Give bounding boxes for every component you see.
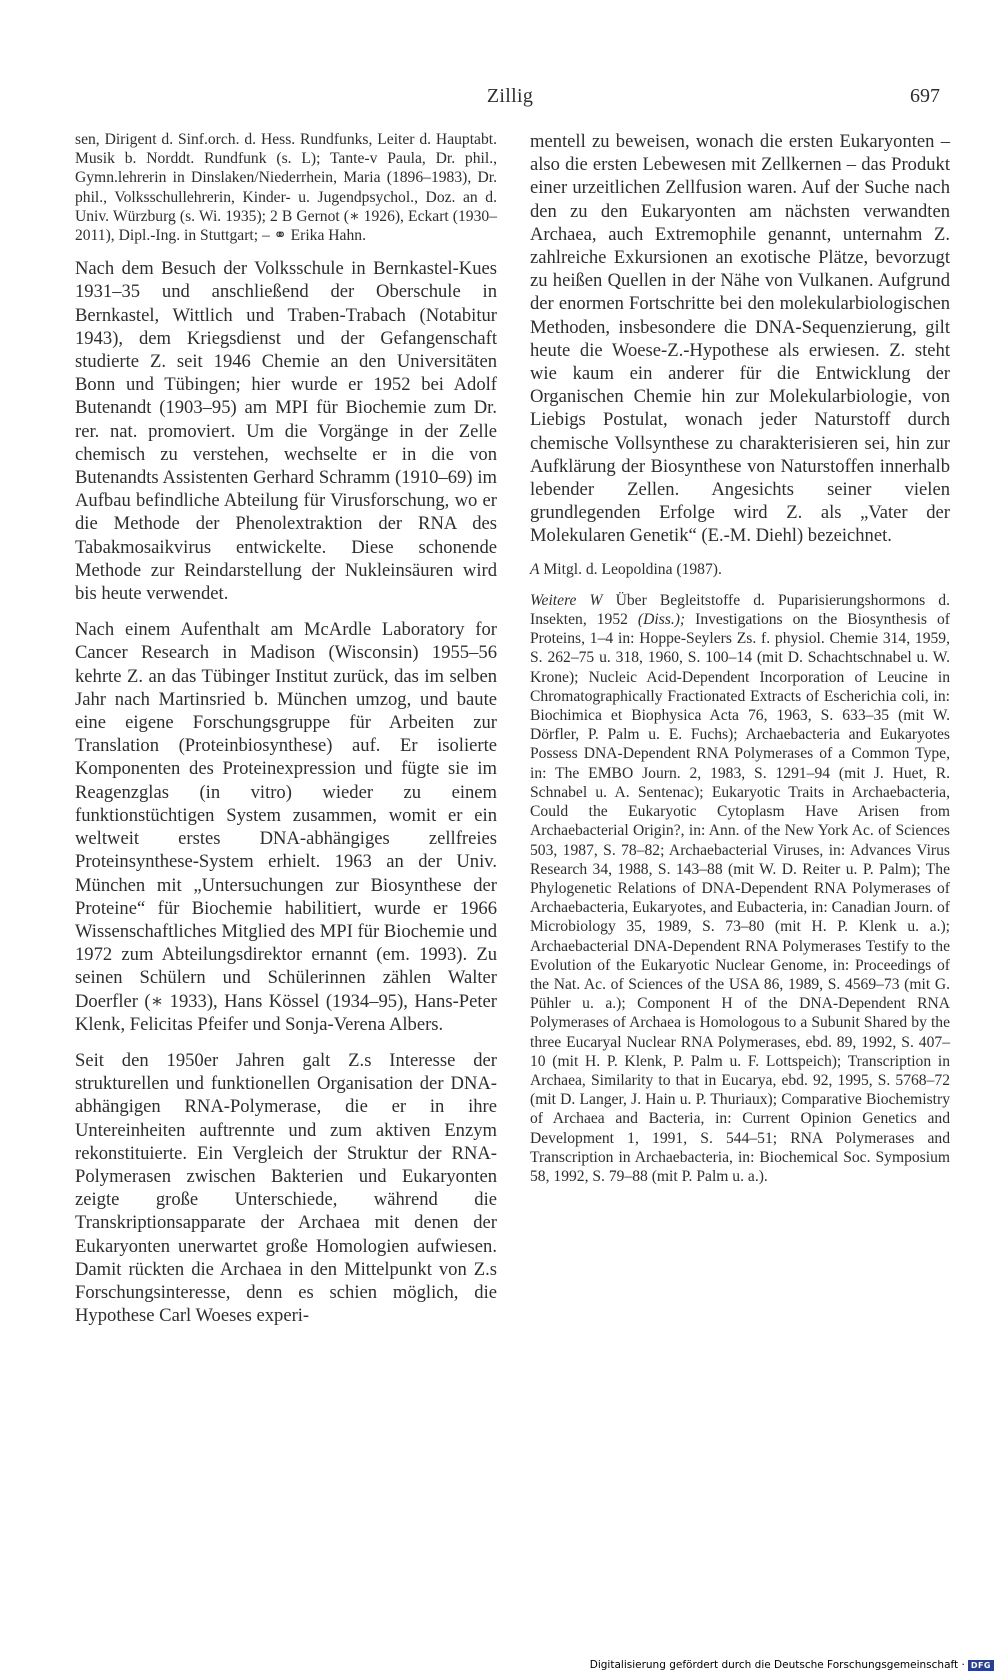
awards-entry	[530, 560, 950, 579]
biography-paragraph: Seit den 1950er Jahren galt Z.s Interesse der strukturellen und funktionellen Organisation der DNA-abhängigen RNA-Polymerase, die er in ihre Untereinheiten auftrennte und zum aktiven Enzym rekonstituierte. Ein Vergleich der Struktur der RNA-Polymerasen zwischen Bakterien und Eukaryonten zeigte große Unterschiede, während die Transkriptionsapparate der Archaea mit denen der Eukaryonten unerwartet große Homologien aufwiesen. Damit rückten die Archaea in den Mittelpunkt von Z.s Forschungsinteresse, denn es schien möglich, die Hypothese Carl Woeses experi-	[75, 1049, 497, 1327]
biography-paragraph: mentell zu beweisen, wonach die ersten Eukaryonten – also die ersten Lebewesen mit Zellkernen – das Produkt einer urzeitlichen Zellfusion waren. Auf der Suche nach den zu den Eukaryonten am nächsten verwandten Archaea, auch Extremophile genannt, unternahm Z. zahlreiche Exkursionen an exotische Plätze, bevorzugt zu heißen Quellen in der Nähe von Vulkanen. Aufgrund der enormen Fortschritte bei den molekularbiologischen Methoden, insbesondere die DNA-Sequenzierung, gilt heute die Woese-Z.-Hypothese als erwiesen. Z. steht wie kaum ein anderer für die Entwicklung der Organischen Chemie hin zur Molekularbiologie, von Liebigs Postulat, wonach jeder Naturstoff durch chemische Vollsynthese zu charakterisieren sei, hin zur Aufklärung der Biosynthese von Naturstoffen innerhalb lebender Zellen. Angesichts seiner vielen grundlegenden Erfolge wird Z. als „Vater der Molekularen Genetik“ (E.-M. Diehl) bezeichnet.	[530, 131, 950, 547]
running-header-name: Zillig	[486, 85, 534, 107]
biography-paragraph: Nach dem Besuch der Volksschule in Bernkastel-Kues 1931–35 und anschließend der Oberschule in Bernkastel, Wittlich und Traben-Trabach (Notabitur 1943), dem Kriegsdienst und der Gefangenschaft studierte Z. seit 1946 Chemie an den Universitäten Bonn und Tübingen; hier wurde er 1952 bei Adolf Butenandt (1903–95) am MPI für Biochemie zum Dr. rer. nat. promoviert. Um die Vorgänge in der Zelle chemisch zu verstehen, wechselte er in die von Butenandts Assistenten Gerhard Schramm (1910–69) im Aufbau befindliche Abteilung für Virusforschung, wo er die Methode der Phenolextraktion der RNA des Tabakmosaikvirus entwickelte. Diese schonende Methode zur Reindarstellung der Nukleinsäuren wird bis heute verwendet.	[75, 258, 497, 605]
left-column	[75, 130, 497, 1327]
awards-text: Mitgl. d. Leopoldina (1987).	[539, 560, 722, 578]
biography-paragraph: Nach einem Aufenthalt am McArdle Laboratory for Cancer Research in Madison (Wisconsin) 1955–56 kehrte Z. an das Tübinger Institut zurück, das im selben Jahr nach Martinsried b. München umzog, und baute eine eigene Forschungsgruppe für Arbeiten zur Translation (Proteinbiosynthese) auf. Er isolierte Komponenten des Proteinexpression und fügte sie im Reagenzglas (in vitro) wieder zu einem funktionstüchtigen System zusammen, womit er ein weltweit erstes DNA-abhängiges zellfreies Proteinsynthese-System erhielt. 1963 an der Univ. München mit „Untersuchungen zur Biosynthese der Proteine“ für Biochemie habilitiert, wurde er 1966 Wissenschaftliches Mitglied des MPI für Biochemie und 1972 zum Abteilungsdirektor ernannt (em. 1993). Zu seinen Schülern und Schülerinnen zählen Walter Doerfler (∗ 1933), Hans Kössel (1934–95), Hans-Peter Klenk, Felicitas Pfeifer und Sonja-Verena Albers.	[75, 619, 497, 1035]
digitization-footer	[590, 1659, 994, 1671]
awards-marker: A	[530, 560, 540, 578]
works-list: Investigations on the Biosynthesis of Proteins, 1–4 in: Hoppe-Seylers Zs. f. physiol. Chemie 314, 1959, S. 262–75 u. 318, 1960, S. 100–14 (mit D. Schachtschnabel u. W. Krone); Nucleic Acid-Dependent Incorporation of Leucine in Chromatographically Fractionated Extracts of Escherichia coli, in: Biochimica et Biophysica Acta 76, 1963, S. 633–35 (mit W. Dörfler, P. Palm u. E. Fuchs); Archaebacteria and Eukaryotes Possess DNA-Dependent RNA Polymerases of a Common Type, in: The EMBO Journ. 2, 1983, S. 1291–94 (mit J. Huet, R. Schnabel u. A. Sentenac); Eukaryotic Traits in Archaebacteria, Could the Eukaryotic Cytoplasm Have Arisen from Archaebacterial Origin?, in: Ann. of the New York Ac. of Sciences 503, 1987, S. 78–82; Archaebacterial Viruses, in: Advances Virus Research 34, 1988, S. 143–88 (mit W. D. Reiter u. P. Palm); The Phylogenetic Relations of DNA-Dependent RNA Polymerases of Archaebacteria, Eukaryotes, and Eubacteria, in: Canadian Journ. of Microbiology 35, 1989, S. 73–80 (mit H. P. Klenk u. a.); Archaebacterial DNA-Dependent RNA Polymerases Testify to the Evolution of the Eukaryotic Nuclear Genome, in: Proceedings of the Nat. Ac. of Sciences of the USA 86, 1989, S. 4569–73 (mit G. Pühler u. a.); Component H of the DNA-Dependent RNA Polymerases of Archaea is Homologous to a Subunit Shared by the three Eucaryal Nuclear RNA Polymerases, ebd. 89, 1992, S. 407–10 (mit H. P. Klenk, P. Palm u. F. Lottspeich); Transcription in Archaea, Similarity to that in Eucarya, ebd. 92, 1995, S. 5768–72 (mit D. Langer, J. Hain u. P. Thuriaux); Comparative Biochemistry of Archaea and Bacteria, in: Current Opinion Genetics and Development 1, 1991, S. 544–51; RNA Polymerases and Transcription in Archaebacteria, in: Biochemical Soc. Symposium 58, 1992, S. 79–88 (mit P. Palm u. a.).	[530, 611, 950, 1185]
footer-text: Digitalisierung gefördert durch die Deutsche Forschungsgemeinschaft ·	[589, 1659, 965, 1671]
right-column	[530, 130, 950, 1186]
works-marker: Weitere W	[530, 591, 603, 609]
family-paragraph: sen, Dirigent d. Sinf.orch. d. Hess. Rundfunks, Leiter d. Hauptabt. Musik b. Norddt. Rundfunk (s. L); Tante-v Paula, Dr. phil., Gymn.lehrerin in Dinslaken/Niederrhein, Maria (1896–1983), Dr. phil., Volksschullehrerin, Kinder- u. Jugendpsychol., Doz. an d. Univ. Würzburg (s. Wi. 1935); 2 B Gernot (∗ 1926), Eckart (1930–2011), Dipl.-Ing. in Stuttgart; – ⚭ Erika Hahn.	[75, 131, 497, 245]
works-entry	[530, 591, 950, 1186]
page-number: 697	[910, 85, 940, 107]
works-diss: (Diss.);	[637, 611, 686, 629]
works-intro: Über Begleitstoffe d. Puparisierungshormons d. Insekten, 1952	[530, 591, 950, 629]
dfg-logo: DFG	[968, 1660, 994, 1671]
